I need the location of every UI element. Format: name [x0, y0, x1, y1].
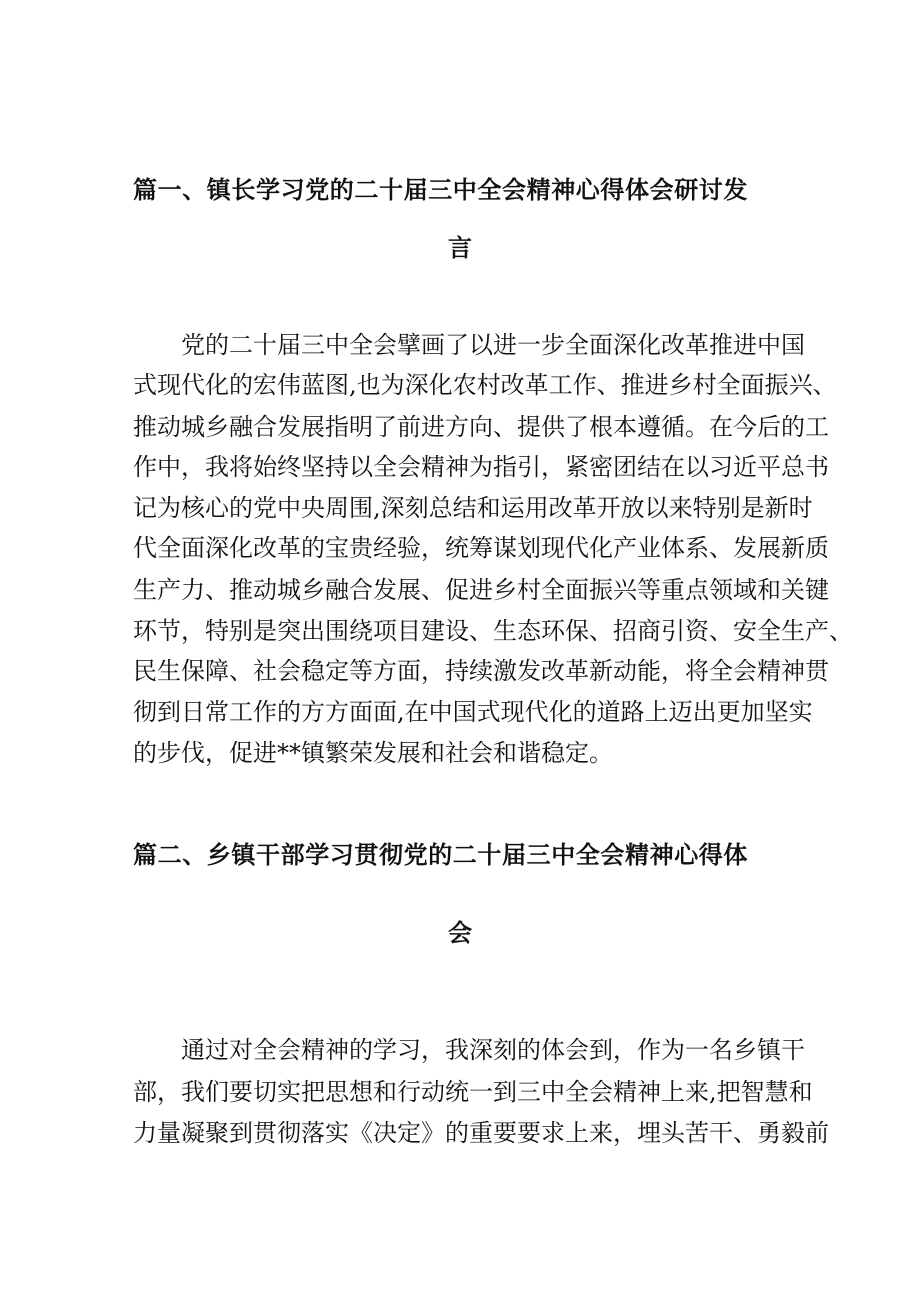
section1-paragraph-line: 环节，特别是突出围绕项目建设、生态环保、招商引资、安全生产、 [133, 617, 853, 645]
section1-paragraph-line: 的步伐，促进**镇繁荣发展和社会和谐稳定。 [133, 739, 613, 767]
section1-paragraph-line: 记为核心的党中央周围,深刻总结和运用改革开放以来特别是新时 [133, 494, 813, 522]
section1-paragraph-line: 代全面深化改革的宝贵经验，统筹谋划现代化产业体系、发展新质 [133, 534, 829, 562]
section2-paragraph-line: 力量凝聚到贯彻落实《决定》的重要要求上来，埋头苦干、勇毅前 [133, 1119, 829, 1147]
section1-title-continuation: 言 [448, 234, 472, 262]
section1-paragraph-line: 作中，我将始终坚持以全会精神为指引，紧密团结在以习近平总书 [133, 453, 829, 481]
section1-paragraph-line: 民生保障、社会稳定等方面，持续激发改革新动能，将全会精神贯 [133, 657, 829, 685]
section1-paragraph-line: 彻到日常工作的方方面面,在中国式现代化的道路上迈出更加坚实 [133, 698, 813, 726]
section1-paragraph-line: 推动城乡融合发展指明了前进方向、提供了根本遵循。在今后的工 [133, 413, 829, 441]
section1-title: 篇一、镇长学习党的二十届三中全会精神心得体会研讨发 [133, 176, 748, 204]
section2-title: 篇二、乡镇干部学习贯彻党的二十届三中全会精神心得体 [133, 841, 748, 869]
section1-paragraph-line: 党的二十届三中全会擘画了以进一步全面深化改革推进中国 [181, 331, 805, 359]
section2-paragraph-line: 部，我们要切实把思想和行动统一到三中全会精神上来,把智慧和 [133, 1078, 813, 1106]
section1-paragraph-line: 生产力、推动城乡融合发展、促进乡村全面振兴等重点领域和关键 [133, 576, 829, 604]
section2-title-continuation: 会 [448, 919, 472, 947]
section1-paragraph-line: 式现代化的宏伟蓝图,也为深化农村改革工作、推进乡村全面振兴、 [133, 371, 837, 399]
section2-paragraph-line: 通过对全会精神的学习，我深刻的体会到，作为一名乡镇干 [181, 1036, 805, 1064]
